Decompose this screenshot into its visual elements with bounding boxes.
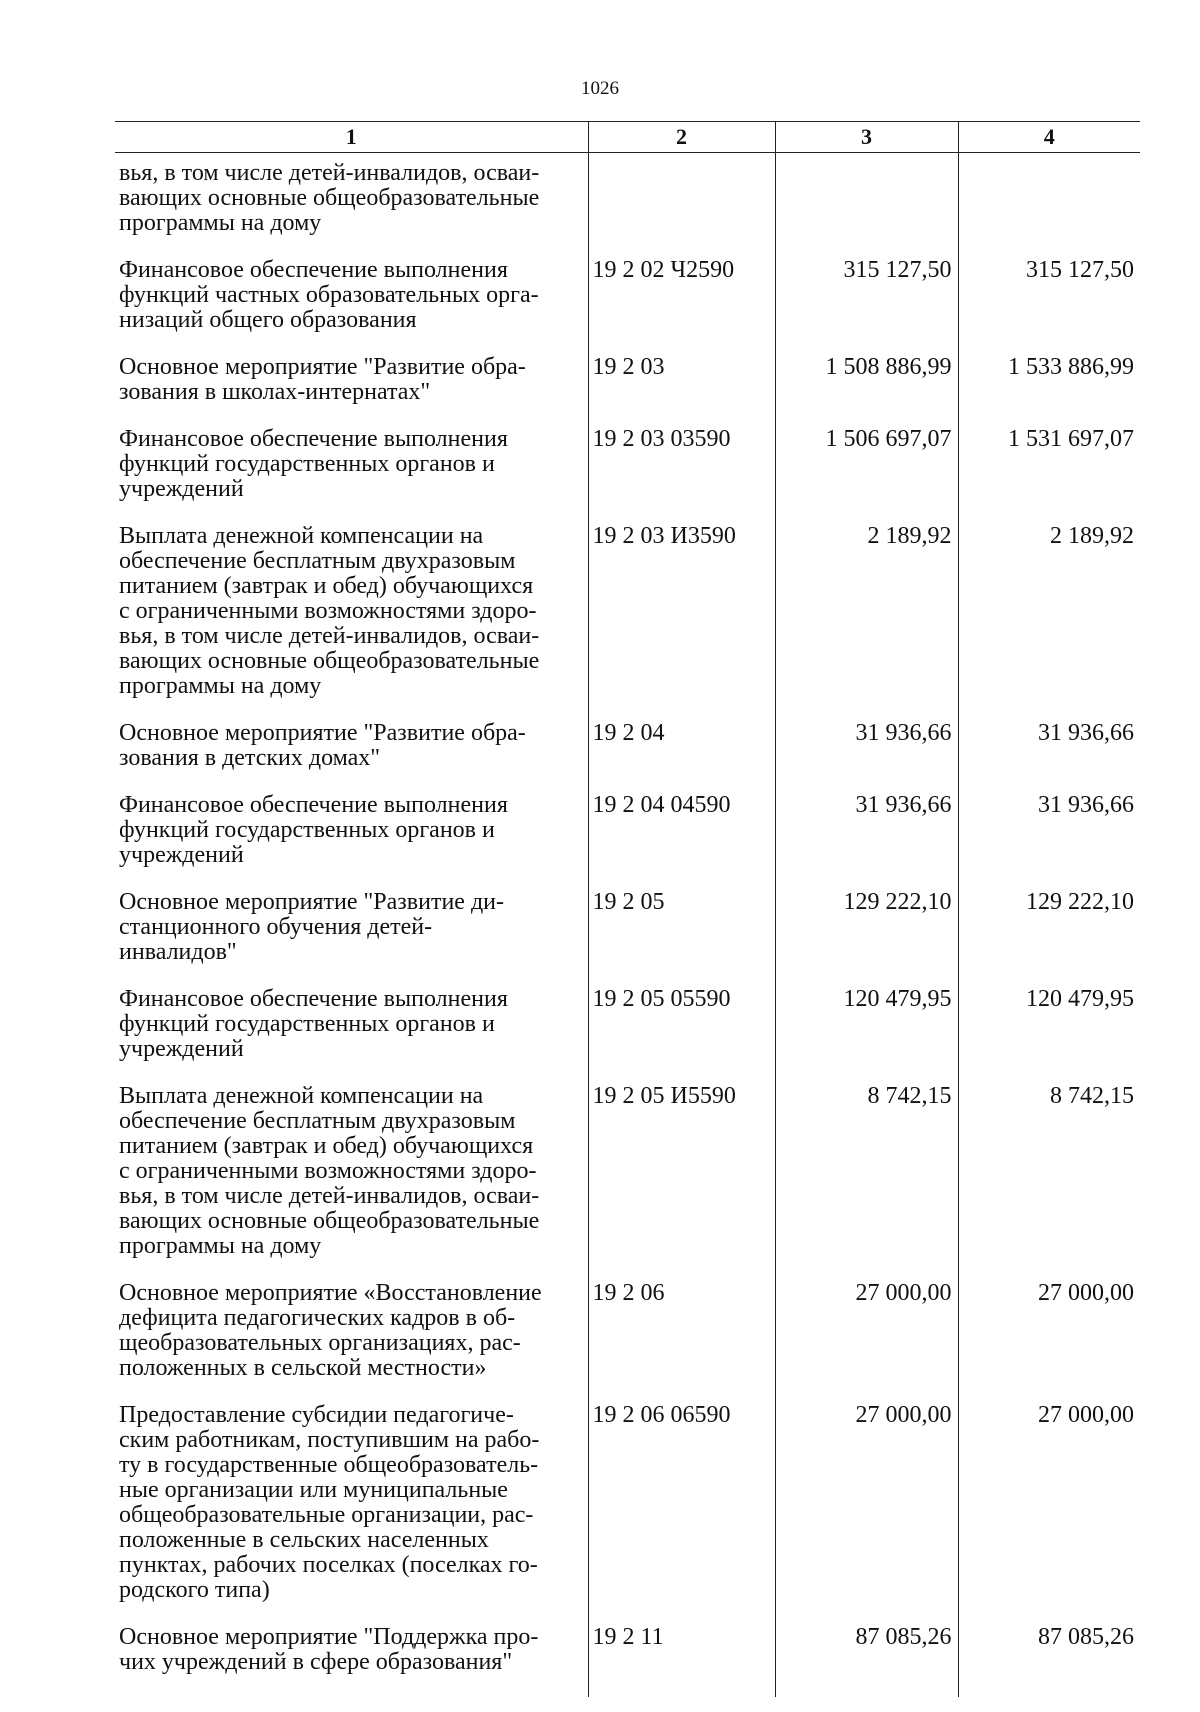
table-row [115,987,1140,1084]
cell-code: 19 2 03 И3590 [588,524,775,721]
table-row [115,355,1140,427]
cell-code: 19 2 05 И5590 [588,1084,775,1281]
cell-code: 19 2 03 [588,355,775,427]
cell-code [588,153,775,259]
budget-table [115,121,1140,1697]
column-header-4: 4 [958,122,1140,153]
cell-value-col3: 1 506 697,07 [775,427,958,524]
cell-value-col3: 27 000,00 [775,1281,958,1403]
cell-value-col3: 8 742,15 [775,1084,958,1281]
cell-value-col4: 31 936,66 [958,721,1140,793]
cell-name: Выплата денежной компенсации на обеспечение бесплатным двухразовым питанием (завтрак и обед) обучающихся с ограниченными возможностями здоро- вья, в том числе детей-инвалидов, осваи- вающих основные общеобразовательные программы на дому [119,1083,540,1259]
column-header-3: 3 [775,122,958,153]
cell-code: 19 2 03 03590 [588,427,775,524]
cell-value-col3: 31 936,66 [775,721,958,793]
table-row [115,1281,1140,1403]
cell-value-col4: 87 085,26 [958,1625,1140,1697]
cell-code: 19 2 06 06590 [588,1403,775,1625]
table-row [115,524,1140,721]
page-number: 1026 [581,78,619,99]
table-row [115,721,1140,793]
cell-value-col4: 1 533 886,99 [958,355,1140,427]
column-header-2: 2 [588,122,775,153]
cell-value-col3 [775,153,958,259]
table-row [115,1403,1140,1625]
cell-value-col3: 27 000,00 [775,1403,958,1625]
cell-value-col3: 87 085,26 [775,1625,958,1697]
cell-name: Финансовое обеспечение выполнения функций государственных органов и учреждений [119,986,508,1062]
cell-code: 19 2 04 [588,721,775,793]
cell-name: Основное мероприятие "Развитие ди- станционного обучения детей- инвалидов" [119,889,504,965]
cell-value-col3: 31 936,66 [775,793,958,890]
cell-name: Предоставление субсидии педагогиче- ским работникам, поступившим на рабо- ту в государственные общеобразователь- ные организации или муниципальные общеобразовательные организации, рас- положенные в сельских населенных пунктах, рабочих поселках (поселках го- родского типа) [119,1402,540,1603]
cell-name: Основное мероприятие «Восстановление дефицита педагогических кадров в об- щеобразовательных организациях, рас- положенных в сельской местности» [119,1280,542,1381]
cell-value-col4 [958,153,1140,259]
cell-value-col4: 27 000,00 [958,1403,1140,1625]
cell-name: Основное мероприятие "Поддержка про- чих учреждений в сфере образования" [119,1624,539,1675]
cell-name: Финансовое обеспечение выполнения функций государственных органов и учреждений [119,792,508,868]
cell-name: Финансовое обеспечение выполнения функций государственных органов и учреждений [119,426,508,502]
cell-value-col4: 2 189,92 [958,524,1140,721]
cell-value-col3: 2 189,92 [775,524,958,721]
cell-value-col4: 120 479,95 [958,987,1140,1084]
cell-name: вья, в том числе детей-инвалидов, осваи- вающих основные общеобразовательные программы на дому [119,160,540,236]
column-header-1: 1 [115,122,588,153]
cell-name: Основное мероприятие "Развитие обра- зования в детских домах" [119,720,526,771]
table-row [115,890,1140,987]
cell-code: 19 2 06 [588,1281,775,1403]
cell-code: 19 2 05 [588,890,775,987]
table-row [115,427,1140,524]
cell-value-col3: 1 508 886,99 [775,355,958,427]
cell-value-col3: 315 127,50 [775,258,958,355]
cell-name: Выплата денежной компенсации на обеспечение бесплатным двухразовым питанием (завтрак и обед) обучающихся с ограниченными возможностями здоро- вья, в том числе детей-инвалидов, осваи- вающих основные общеобразовательные программы на дому [119,523,540,699]
table-row [115,1625,1140,1697]
table-row [115,793,1140,890]
cell-code: 19 2 04 04590 [588,793,775,890]
cell-value-col3: 129 222,10 [775,890,958,987]
table-row [115,153,1140,259]
cell-value-col4: 27 000,00 [958,1281,1140,1403]
cell-code: 19 2 02 Ч2590 [588,258,775,355]
cell-name: Финансовое обеспечение выполнения функций частных образовательных орга- низаций общего образования [119,257,539,333]
cell-value-col4: 1 531 697,07 [958,427,1140,524]
cell-value-col4: 315 127,50 [958,258,1140,355]
cell-value-col4: 31 936,66 [958,793,1140,890]
cell-code: 19 2 05 05590 [588,987,775,1084]
table-header-row [115,122,1140,153]
table-row [115,1084,1140,1281]
cell-name: Основное мероприятие "Развитие обра- зования в школах-интернатах" [119,354,526,405]
cell-value-col4: 8 742,15 [958,1084,1140,1281]
table-body [115,153,1140,1698]
cell-value-col3: 120 479,95 [775,987,958,1084]
table-row [115,258,1140,355]
cell-value-col4: 129 222,10 [958,890,1140,987]
cell-code: 19 2 11 [588,1625,775,1697]
